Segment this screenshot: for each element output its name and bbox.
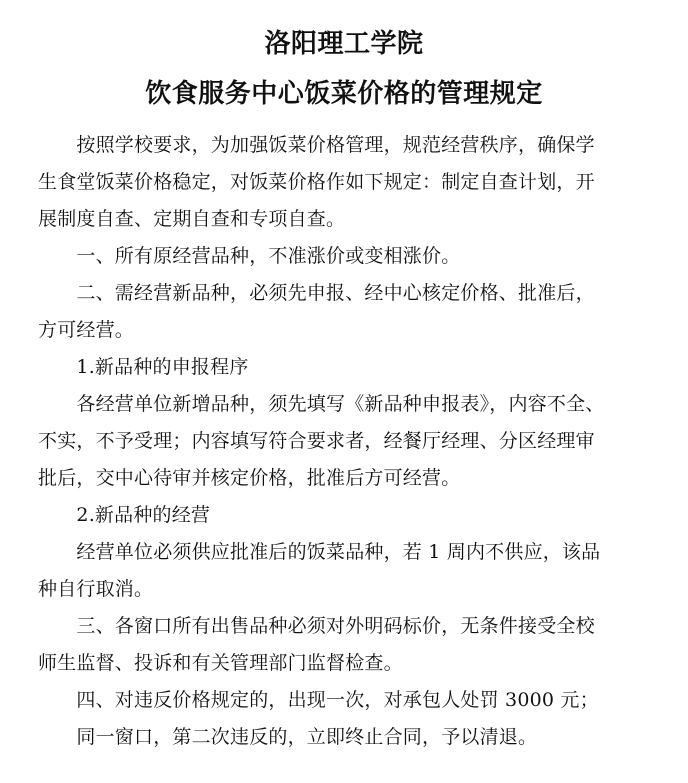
body-line-6: 方可经营。	[38, 319, 135, 341]
body-line-4: 一、所有原经营品种，不准涨价或变相涨价。	[38, 245, 461, 267]
body-line-2: 生食堂饭菜价格稳定，对饭菜价格作如下规定：制定自查计划，开	[38, 171, 595, 193]
body-line-13: 种自行取消。	[38, 578, 154, 600]
body-line-16: 四、对违反价格规定的，出现一次，对承包人处罚 3000 元；	[38, 689, 599, 711]
body-line-14: 三、各窗口所有出售品种必须对外明码标价，无条件接受全校	[38, 615, 595, 637]
body-line-5: 二、需经营新品种，必须先申报、经中心核定价格、批准后，	[38, 282, 595, 304]
body-line-9: 不实，不予受理；内容填写符合要求者，经餐厅经理、分区经理审	[38, 430, 595, 452]
body-line-3: 展制度自查、定期自查和专项自查。	[38, 208, 346, 230]
document-title-line2: 饮食服务中心饭菜价格的管理规定	[145, 79, 543, 109]
body-line-11: 2.新品种的经营	[38, 504, 211, 526]
body-line-15: 师生监督、投诉和有关管理部门监督检查。	[38, 652, 403, 674]
body-line-17: 同一窗口，第二次违反的，立即终止合同，予以清退。	[38, 726, 538, 748]
body-line-12: 经营单位必须供应批准后的饭菜品种，若 1 周内不供应，该品	[38, 541, 601, 563]
body-line-10: 批后，交中心待审并核定价格，批准后方可经营。	[38, 467, 461, 489]
body-line-8: 各经营单位新增品种，须先填写《新品种申报表》，内容不全、	[38, 393, 605, 415]
document-title-line1: 洛阳理工学院	[264, 29, 424, 59]
body-line-7: 1.新品种的申报程序	[38, 356, 249, 378]
body-line-1: 按照学校要求，为加强饭菜价格管理，规范经营秩序，确保学	[38, 134, 595, 156]
